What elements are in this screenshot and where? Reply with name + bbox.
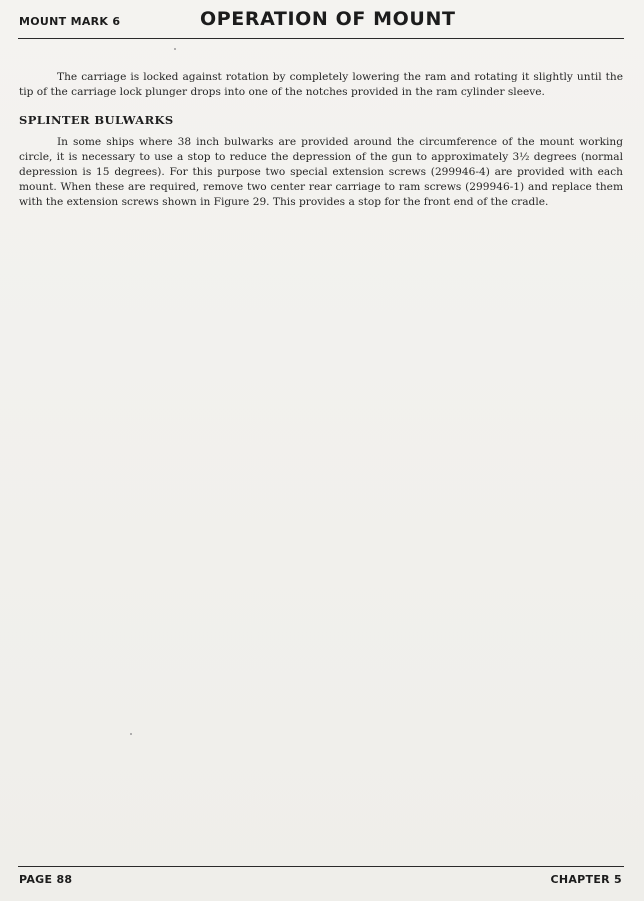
body-paragraph: The carriage is locked against rotation by completely lowering the ram and rotating it slightly until the tip of the carriage lock plunger drops into one of the notches provided in the ram cylinder sleeve.	[19, 71, 623, 98]
section-heading: SPLINTER BULWARKS	[19, 113, 174, 127]
page-number: PAGE 88	[19, 873, 73, 886]
page-title: OPERATION OF MOUNT	[200, 8, 456, 30]
scan-speck	[130, 733, 132, 735]
scan-speck	[174, 48, 176, 50]
footer-divider	[18, 866, 624, 867]
chapter-label: CHAPTER 5	[550, 873, 622, 886]
header-divider	[18, 38, 624, 39]
section-paragraph: In some ships where 38 inch bulwarks are provided around the circumference of the mount working circle, it is necessary to use a stop to reduce the depression of the gun to approximately 3½ degrees (normal depression is 15 degrees). For this purpose two special extension screws (299946-4) are provided with each mount. When these are required, remove two center rear carriage to ram screws (299946-1) and replace them with the extension screws shown in Figure 29. This provides a stop for the front end of the cradle.	[19, 136, 623, 208]
running-header-left: MOUNT MARK 6	[19, 15, 121, 28]
